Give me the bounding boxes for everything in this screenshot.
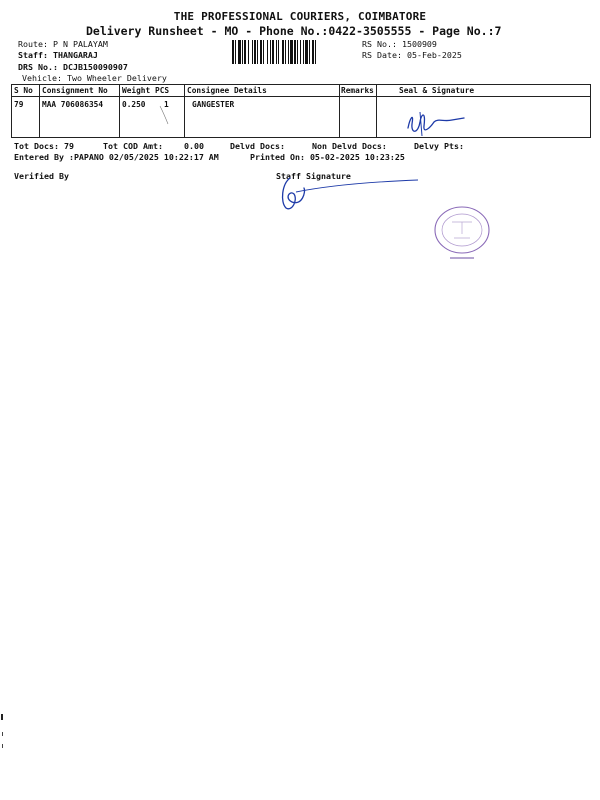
tot-cod-value: 0.00 bbox=[184, 141, 204, 151]
runsheet-table bbox=[11, 84, 591, 138]
runsheet-subtitle: Delivery Runsheet - MO - Phone No.:0422-3505555 - Page No.:7 bbox=[86, 24, 502, 38]
vehicle-label: Vehicle: Two Wheeler Delivery bbox=[22, 73, 167, 83]
route-label: Route: P N PALAYAM bbox=[18, 39, 108, 49]
row-consignee: GANGESTER bbox=[192, 100, 235, 109]
drs-number: DRS No.: DCJB150090907 bbox=[18, 62, 128, 72]
entered-by: Entered By :PAPANO 02/05/2025 10:22:17 AM bbox=[14, 152, 219, 162]
tot-cod-label: Tot COD Amt: bbox=[103, 141, 163, 151]
tot-docs: Tot Docs: 79 bbox=[14, 141, 74, 151]
staff-label: Staff: THANGARAJ bbox=[18, 50, 98, 60]
printed-on: Printed On: 05-02-2025 10:23:25 bbox=[250, 152, 405, 162]
col-header-consignee: Consignee Details bbox=[187, 86, 267, 95]
col-header-remarks: Remarks bbox=[341, 86, 374, 95]
pencil-mark-icon bbox=[158, 104, 172, 126]
delvy-pts: Delvy Pts: bbox=[414, 141, 464, 151]
non-delvd-docs: Non Delvd Docs: bbox=[312, 141, 387, 151]
delvd-docs: Delvd Docs: bbox=[230, 141, 285, 151]
staff-signature-icon bbox=[276, 172, 426, 214]
col-header-weight: Weight bbox=[122, 86, 151, 95]
col-header-sno: S No bbox=[14, 86, 33, 95]
row-weight: 0.250 bbox=[122, 100, 146, 109]
row-sno: 79 bbox=[14, 100, 24, 109]
row-consignment: MAA 706086354 bbox=[42, 100, 104, 109]
company-title: THE PROFESSIONAL COURIERS, COIMBATORE bbox=[173, 10, 427, 23]
rs-number: RS No.: 1500909 bbox=[362, 39, 437, 49]
office-stamp-icon bbox=[432, 204, 492, 260]
staff-signature-label: Staff Signature bbox=[276, 171, 351, 181]
col-header-pcs: PCS bbox=[155, 86, 170, 95]
barcode-image bbox=[232, 40, 356, 64]
col-header-consignment: Consignment No bbox=[42, 86, 108, 95]
col-header-seal: Seal & Signature bbox=[399, 86, 475, 95]
receiver-signature-icon bbox=[400, 104, 470, 140]
rs-date: RS Date: 05-Feb-2025 bbox=[362, 50, 462, 60]
verified-by-label: Verified By bbox=[14, 171, 69, 181]
row-pcs: 1 bbox=[164, 100, 169, 109]
scan-edge-mark-icon bbox=[0, 712, 6, 752]
